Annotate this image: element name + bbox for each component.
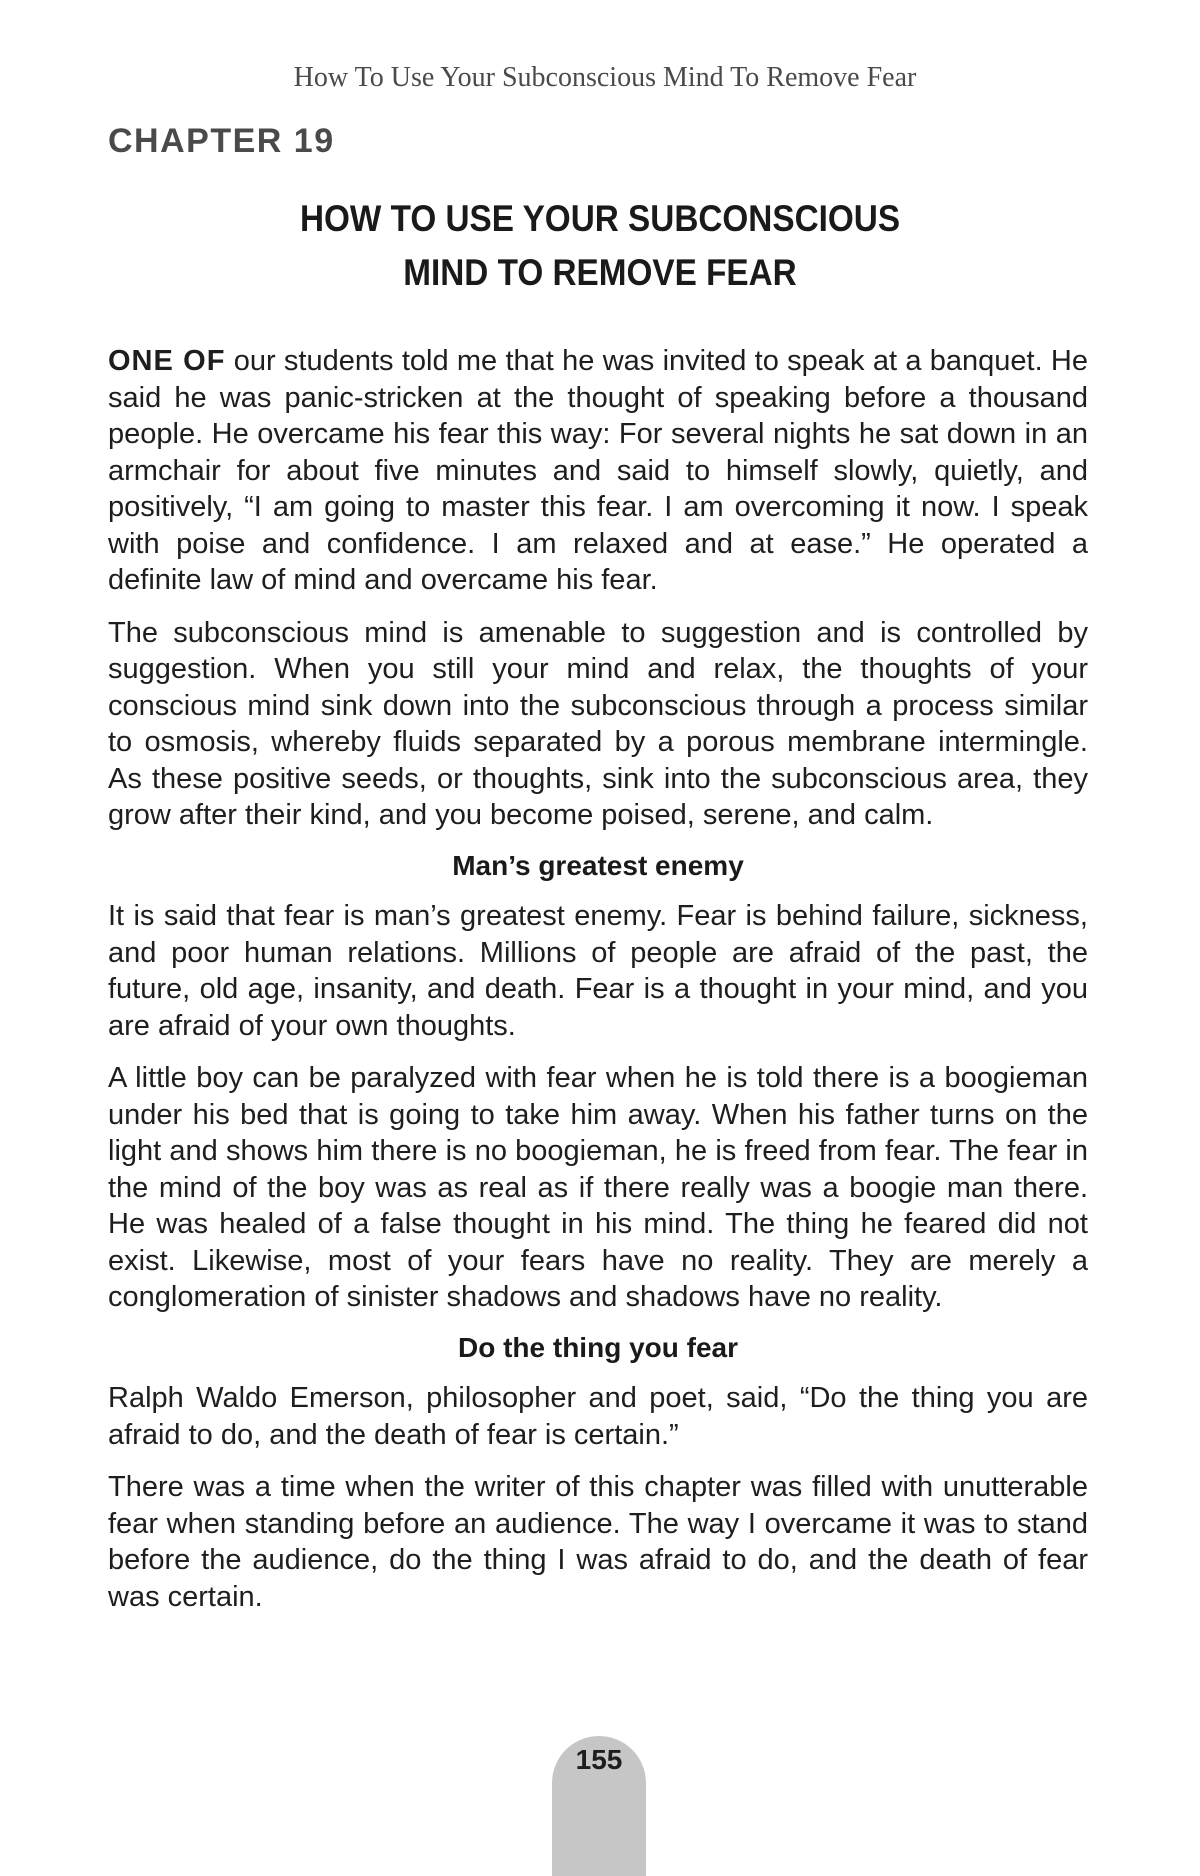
section-heading-do-the-thing: Do the thing you fear <box>458 1331 738 1363</box>
page-number: 155 <box>575 1744 623 1775</box>
paragraph-lead-in: ONE OF <box>108 345 226 377</box>
paragraph-5: Ralph Waldo Emerson, philosopher and poet, said, “Do the thing you are afraid to do, and the death of fear is certain.” <box>108 1382 1088 1451</box>
running-header: How To Use Your Subconscious Mind To Remove Fear <box>293 62 917 93</box>
chapter-title <box>60 192 1140 300</box>
paragraph-2: The subconscious mind is amenable to suggestion and is controlled by suggestion. When you still your mind and relax, the thoughts of your conscious mind sink down into the subconscious through a process similar to osmosis, whereby fluids separated by a porous membrane intermingle. As these positive seeds, or thoughts, sink into the subconscious area, they grow after their kind, and you become poised, serene, and calm. <box>108 616 1088 831</box>
paragraph-6: There was a time when the writer of this chapter was filled with unutterable fear when standing before an audience. The way I overcame it was to stand before the audience, do the thing I was afraid to do, and the death of fear was certain. <box>108 1471 1088 1613</box>
paragraph-4: A little boy can be paralyzed with fear when he is told there is a boogieman under his bed that is going to take him away. When his father turns on the light and shows him there is no boogieman, he is freed from fear. The fear in the mind of the boy was as real as if there really was a boogie man there. He was healed of a false thought in his mind. The thing he feared did not exist. Likewise, most of your fears have no reality. They are merely a conglomeration of sinister shadows and shadows have no reality. <box>108 1062 1088 1313</box>
paragraph-1-text: our students told me that he was invited to speak at a banquet. He said he was panic-stricken at the thought of speaking before a thousand people. He overcame his fear this way: For several nights he sat down in an armchair for about five minutes and said to himself slowly, quietly, and positively, “I am going to master this fear. I am overcoming it now. I speak with poise and confidence. I am relaxed and at ease.” He operated a definite law of mind and overcame his fear. <box>108 345 1088 596</box>
chapter-title-line-2: MIND TO REMOVE FEAR <box>403 252 797 293</box>
chapter-label: CHAPTER 19 <box>108 122 335 160</box>
body-text <box>108 343 1088 1631</box>
chapter-title-line-1: HOW TO USE YOUR SUBCONSCIOUS <box>299 198 901 239</box>
paragraph-3: It is said that fear is man’s greatest enemy. Fear is behind failure, sickness, and poor human relations. Millions of people are afraid of the past, the future, old age, insanity, and death. Fear is a thought in your mind, and you are afraid of your own thoughts. <box>108 900 1088 1042</box>
section-heading-greatest-enemy: Man’s greatest enemy <box>452 849 744 881</box>
paragraph-1 <box>108 343 1088 599</box>
